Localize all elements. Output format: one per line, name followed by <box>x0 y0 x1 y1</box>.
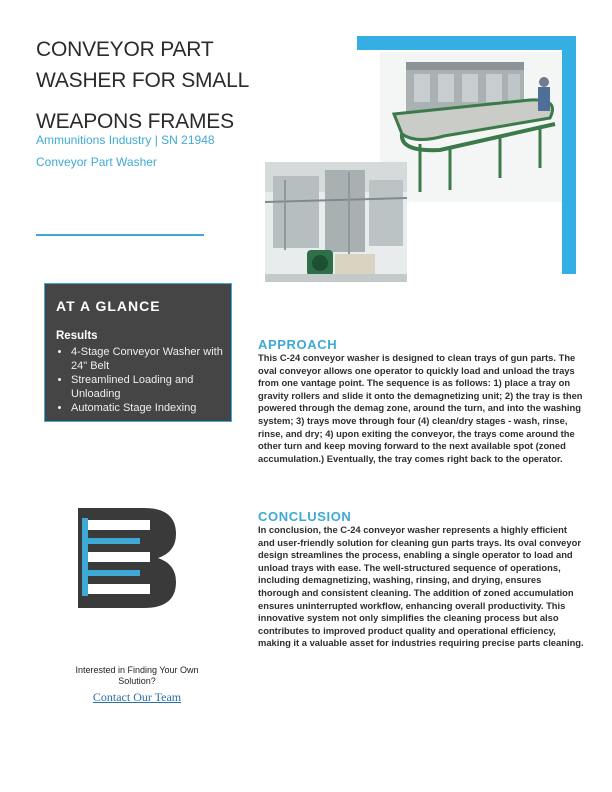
results-label: Results <box>56 330 98 342</box>
approach-body: This C-24 conveyor washer is designed to clean trays of gun parts. The oval conveyor allows one operator to quickly load and unload the trays from one vantage point. The sequence is as follows: 1) place a tray on gravity rollers and slide it onto the demagnetizing unit; 2) the tray is then powered through the demag zone, around the turn, and into the washing system; 3) trays move through four (4) clean/dry stages - wash, rinse, rinse, and dry; 4) upon exiting the conveyor, the trays come around the other turn and keep moving forward to the next available spot (zoned accumulation.) Eventually, the tray comes right back to the operator. <box>258 352 583 464</box>
industry-subtitle: Ammunitions Industry | SN 21948 <box>36 133 215 147</box>
conveyor-washer-photo <box>380 52 562 202</box>
results-list <box>57 345 241 415</box>
conclusion-body: In conclusion, the C-24 conveyor washer represents a highly efficient and user-friendly solution for cleaning gun parts trays. Its oval conveyor design streamlines the process, enabling a single operator to load and unload trays with ease. The well-structured sequence of operations, including demagnetizing, washing, rinsing, and drying, ensures thorough and consistent cleaning. The addition of zoned accumulation ensures uninterrupted workflow, enhancing overall productivity. This innovative system not only simplifies the cleaning process but also contributes to improved product quality and operational efficiency, making it a valuable asset for industries requiring precise parts cleaning. <box>258 524 584 649</box>
conclusion-heading: CONCLUSION <box>258 509 352 524</box>
cta-prompt: Interested in Finding Your Own Solution? <box>75 665 199 686</box>
title-divider <box>36 234 204 236</box>
approach-heading: APPROACH <box>258 337 338 352</box>
company-logo <box>78 508 176 608</box>
result-item: • Streamlined Loading and Unloading <box>71 373 241 401</box>
page-title <box>36 34 266 137</box>
title-line-3: WEAPONS FRAMES <box>36 110 234 133</box>
result-item: • 4-Stage Conveyor Washer with 24" Belt <box>71 345 241 373</box>
at-a-glance-heading: AT A GLANCE <box>56 298 161 314</box>
title-line-1: CONVEYOR PART <box>36 38 214 61</box>
result-item: • Automatic Stage Indexing <box>71 401 241 415</box>
product-subtitle: Conveyor Part Washer <box>36 155 157 169</box>
washer-tanks-photo <box>265 162 407 282</box>
at-a-glance-panel <box>44 283 232 422</box>
title-line-2: WASHER FOR SMALL <box>36 69 250 92</box>
contact-team-link[interactable]: Contact Our Team <box>92 690 182 704</box>
